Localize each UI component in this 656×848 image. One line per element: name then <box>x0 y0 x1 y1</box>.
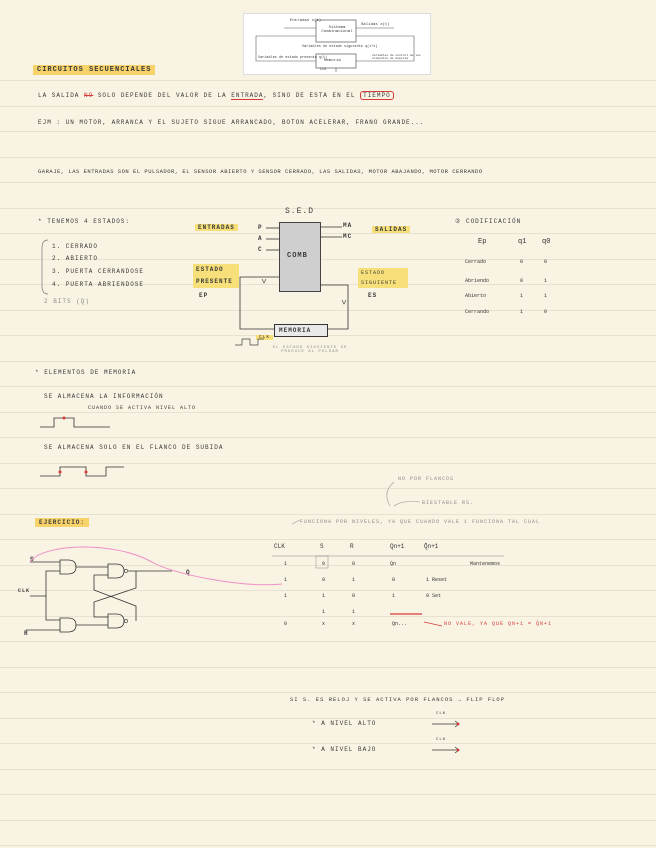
flip-flop-line: SI S. ES RELOJ Y SE ACTIVA POR FLANCOS → FLIP FLOP <box>290 696 506 703</box>
output-ma: MA <box>343 222 353 229</box>
page-title: CIRCUITOS SECUENCIALES <box>33 65 155 75</box>
table-lines <box>274 556 524 646</box>
col-header: Q̄n+1 <box>424 543 439 550</box>
ruled-line <box>0 718 656 719</box>
comb-label: COMB <box>287 252 308 260</box>
codificacion-table <box>460 238 570 318</box>
cell: 1 <box>520 309 524 315</box>
ruled-line <box>0 131 656 132</box>
output-mc: MC <box>343 233 353 240</box>
ruled-line <box>0 743 656 744</box>
cell: 1 <box>284 593 288 599</box>
diagram-siguiente-label: Variables de estado siguiente q(t+1) <box>302 45 378 49</box>
system-diagram-lines <box>244 14 430 74</box>
col-header: R <box>350 543 354 550</box>
ruled-line <box>0 820 656 821</box>
cell: 0 <box>392 577 396 583</box>
cell: 0 <box>544 259 548 265</box>
ruled-line <box>0 412 656 413</box>
input-p: P <box>258 224 263 231</box>
circuit-q-label: Q <box>186 569 191 576</box>
seq-clk-label: CLK <box>256 335 273 340</box>
cell: 1 <box>284 561 288 567</box>
latch-circuit <box>22 540 192 640</box>
entradas-label: ENTRADAS <box>195 224 238 231</box>
cell: 0 <box>520 278 524 284</box>
diagram-control-label: Variables de control de los elementos de memoria <box>372 54 421 60</box>
arrow-bajo <box>432 746 462 754</box>
cell: 1 <box>392 593 396 599</box>
ruled-line <box>0 667 656 668</box>
cell: 0 <box>322 561 326 567</box>
arrow-alto <box>432 720 462 728</box>
ruled-line <box>0 794 656 795</box>
cell: 1 <box>284 577 288 583</box>
ruled-line <box>0 769 656 770</box>
estados-heading: * TENEMOS 4 ESTADOS: <box>38 218 131 225</box>
input-a: A <box>258 235 263 242</box>
cell: Cerrando <box>465 309 490 315</box>
ruled-line <box>0 845 656 846</box>
cell: 0 <box>322 577 326 583</box>
cell: x <box>322 621 326 627</box>
ruled-line <box>0 361 656 362</box>
circuit-s-label: S <box>30 556 35 563</box>
cell: 1 <box>520 293 524 299</box>
no-word: NO <box>84 92 94 99</box>
memoria-label: MEMORIA <box>279 327 312 334</box>
estado-siguiente-label: ESTADO SIGUIENTE <box>358 268 408 288</box>
cell: Cerrado <box>465 259 487 265</box>
clk-alto-label: CLK <box>436 712 447 716</box>
estado-item: 1. CERRADO <box>52 243 99 250</box>
red-note: NO VALE, YA QUE QN+1 = Q̄N+1 <box>444 621 553 627</box>
cell: 0 Set <box>426 593 442 599</box>
diagram-presente-label: Variables de estado presente q(t) <box>258 56 328 60</box>
estado-item: 3. PUERTA CERRANDOSE <box>52 268 145 275</box>
col-header: q0 <box>542 238 551 246</box>
ruled-line <box>0 80 656 81</box>
clk-bajo-label: CLK <box>436 738 447 742</box>
bits-note: 2 BITS (Q) <box>44 298 91 305</box>
seq-caption: EL ESTADO SIGUIENTE SE PRODUCE AL PULSAR <box>272 346 348 354</box>
memoria-line2: CUANDO SE ACTIVA NIVEL ALTO <box>88 405 197 411</box>
cell: Qn... <box>392 621 408 627</box>
note-flancos: NO POR FLANCOS <box>398 476 455 482</box>
cell: 0 <box>284 621 288 627</box>
ejercicio-heading: EJERCICIO: <box>35 518 89 527</box>
memoria-heading: * ELEMENTOS DE MEMORIA <box>35 369 137 376</box>
line-salida: LA SALIDA NO SOLO DEPENDE DEL VALOR DE LA ENTRADA, SINO DE ESTA EN EL TIEMPO <box>38 92 394 99</box>
cell: 0 <box>352 561 356 567</box>
diagram-sistema-label: Sistema Combinacional <box>321 26 353 34</box>
entrada-word: ENTRADA <box>231 92 264 99</box>
cell: x <box>352 621 356 627</box>
cell: 1 Reset <box>426 577 448 583</box>
cell: Mantenemos <box>470 561 501 567</box>
cell: 0 <box>544 309 548 315</box>
sed-title: S.E.D <box>285 207 315 216</box>
estado-presente-label: ESTADO PRESENTE <box>193 264 239 288</box>
ruled-line <box>0 437 656 438</box>
es-label: ES <box>368 292 378 299</box>
col-header: Ep <box>478 238 487 246</box>
diagram-memoria-label: Memoria <box>324 59 341 63</box>
tiempo-word: TIEMPO <box>360 91 394 100</box>
nivel-alto: * A NIVEL ALTO <box>312 720 377 727</box>
estado-item: 4. PUERTA ABRIENDOSE <box>52 281 145 288</box>
cell: Abriendo <box>465 278 490 284</box>
cell: 0 <box>352 593 356 599</box>
system-diagram <box>243 13 431 75</box>
annotation-arrows <box>290 478 440 528</box>
cell: 1 <box>322 593 326 599</box>
diagram-entradas-label: Entradas x(t) <box>290 19 322 23</box>
memoria-line1: SE ALMACENA LA INFORMACIÓN <box>44 393 164 400</box>
garaje-line: GARAJE, LAS ENTRADAS SON EL PULSADOR, EL SENSOR ABIERTO Y SENSOR CERRADO, LAS SALIDAS, MOTOR ABAJANDO, MOTOR CERRANDO <box>38 168 483 175</box>
ruled-line <box>0 182 656 183</box>
cell: 1 <box>352 577 356 583</box>
ep-label: EP <box>199 292 209 299</box>
edge-waveform <box>40 464 130 478</box>
note-funciona: FUNCIONA POR NIVELES, YA QUE CUANDO VALE 1 FUNCIONA TAL CUAL <box>300 519 541 525</box>
ruled-line <box>0 386 656 387</box>
example-line: EJM : UN MOTOR, ARRANCA Y EL SUJETO SIGUE ARRANCADO, BOTON ACELERAR, FRANO GRANDE... <box>38 119 425 126</box>
cell: 0 <box>520 259 524 265</box>
ruled-line <box>0 157 656 158</box>
salidas-label: SALIDAS <box>372 226 410 233</box>
circuit-r-label: R <box>24 630 29 637</box>
cell: Qn <box>390 561 397 567</box>
input-c: C <box>258 246 263 253</box>
cell: 1 <box>544 278 548 284</box>
cell: 1 <box>322 609 326 615</box>
ruled-line <box>0 106 656 107</box>
cell: 1 <box>352 609 356 615</box>
col-header: Qn+1 <box>390 543 405 550</box>
memoria-line3: SE ALMACENA SOLO EN EL FLANCO DE SUBIDA <box>44 444 224 451</box>
note-biestable: BIESTABLE RS. <box>422 500 475 506</box>
col-header: q1 <box>518 238 527 246</box>
nivel-bajo: * A NIVEL BAJO <box>312 746 377 753</box>
level-waveform <box>40 415 110 429</box>
codificacion-heading: ② CODIFICACIÓN <box>455 218 522 225</box>
sed-wires <box>230 215 360 355</box>
diagram-salidas-label: Salidas z(t) <box>361 23 390 27</box>
ruled-line <box>0 208 656 209</box>
ruled-line <box>0 692 656 693</box>
estados-brace <box>38 238 58 298</box>
cell: 1 <box>544 293 548 299</box>
circuit-clk-label: CLK <box>18 588 31 594</box>
cell: Abierto <box>465 293 487 299</box>
col-header: S <box>320 543 324 550</box>
diagram-clk-label: CLK <box>320 68 327 72</box>
col-header: CLK <box>274 543 285 550</box>
estado-item: 2. ABIERTO <box>52 255 99 262</box>
